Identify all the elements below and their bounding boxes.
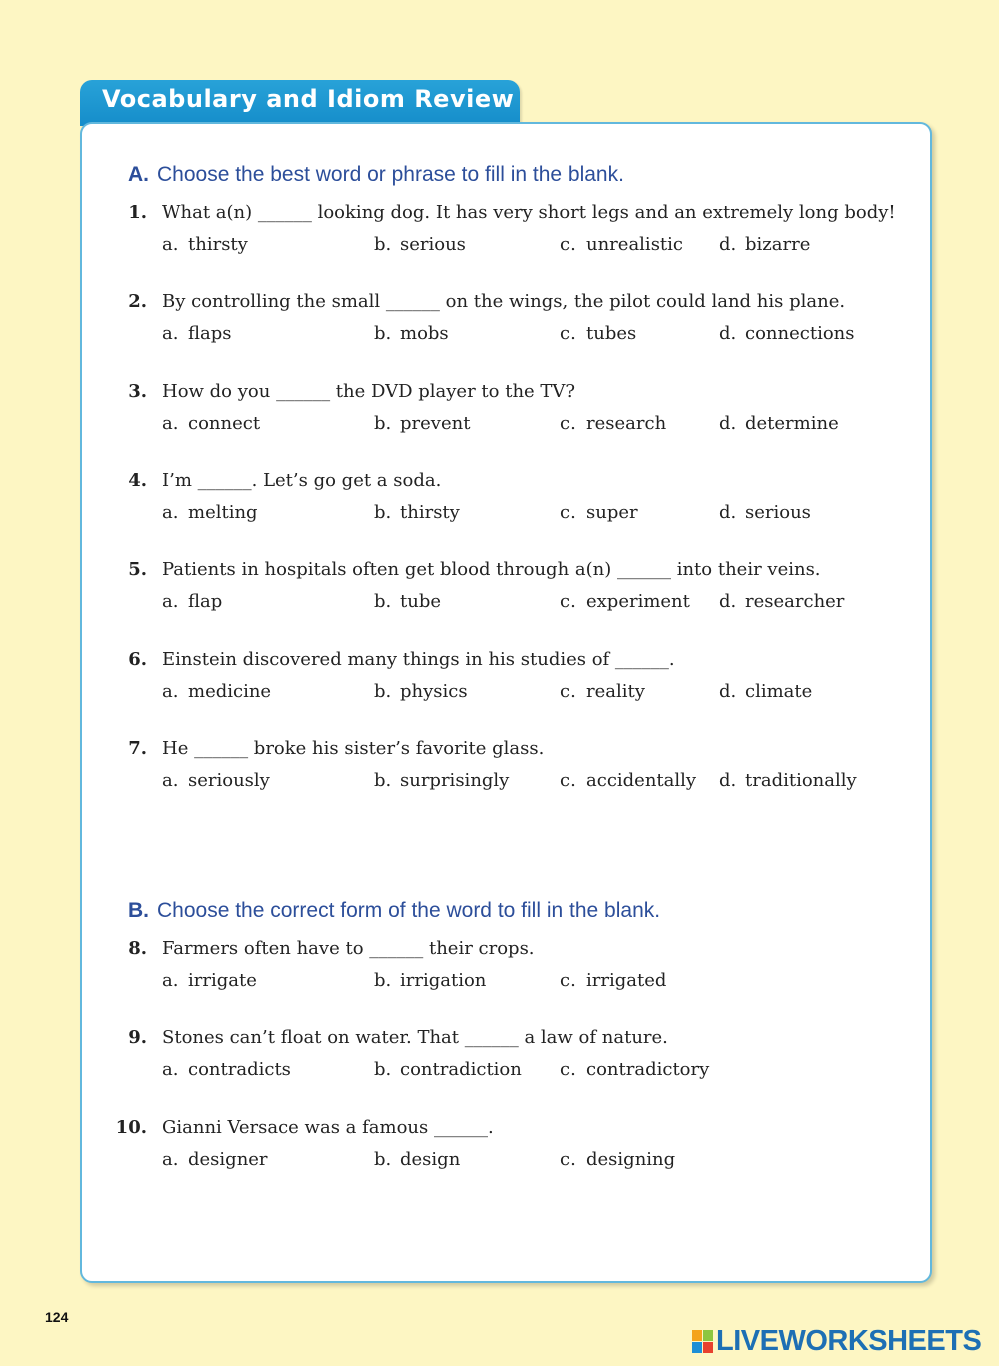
option-letter: a. [162, 680, 179, 702]
option-letter: a. [162, 234, 179, 255]
option-letter: c. [560, 680, 576, 702]
option-letter: c. [560, 1148, 576, 1170]
section-b-heading [128, 899, 660, 923]
question-stem: What a(n) ______ looking dog. It has very short legs and an extremely long body! [162, 202, 896, 223]
question-stem: Einstein discovered many things in his studies of ______. [162, 648, 675, 670]
option-text: climate [745, 680, 813, 702]
question-number: 2. [128, 291, 147, 313]
option-text: unrealistic [586, 234, 683, 255]
option-text: seriously [188, 769, 270, 791]
question-number: 1. [128, 202, 147, 223]
question-stem: How do you ______ the DVD player to the TV? [162, 380, 576, 402]
answer-option[interactable] [719, 234, 810, 255]
option-text: contradictory [586, 1059, 710, 1081]
option-text: researcher [745, 591, 845, 613]
option-text: irrigate [188, 970, 257, 991]
question-item [0, 1027, 999, 1097]
answer-option[interactable] [560, 1149, 675, 1170]
option-letter: c. [560, 591, 576, 613]
question-stem: Gianni Versace was a famous ______. [162, 1116, 494, 1138]
page-title: Vocabulary and Idiom Review [102, 85, 515, 113]
section-a-heading [128, 163, 624, 187]
option-text: research [586, 412, 667, 434]
option-letter: b. [374, 501, 392, 523]
option-letter: a. [162, 1059, 179, 1081]
option-letter: d. [719, 680, 737, 702]
section-b-instruction: Choose the correct form of the word to fill in the blank. [157, 899, 661, 922]
option-letter: b. [374, 970, 392, 991]
option-text: serious [400, 234, 466, 255]
answer-option[interactable] [374, 323, 449, 344]
answer-option[interactable] [560, 970, 666, 991]
answer-option[interactable] [162, 502, 258, 523]
answer-option[interactable] [560, 413, 666, 434]
answer-option[interactable] [719, 323, 855, 344]
question-item [0, 559, 999, 629]
option-letter: b. [374, 591, 392, 613]
question-number: 4. [128, 469, 147, 491]
question-stem: He ______ broke his sister’s favorite glass. [162, 737, 545, 759]
liveworksheets-logo-icon [692, 1330, 714, 1354]
answer-option[interactable] [374, 1059, 522, 1080]
answer-option[interactable] [162, 1149, 268, 1170]
answer-option[interactable] [374, 502, 460, 523]
question-stem: By controlling the small ______ on the wings, the pilot could land his plane. [162, 291, 846, 313]
option-letter: d. [719, 591, 737, 613]
question-stem: Patients in hospitals often get blood through a(n) ______ into their veins. [162, 559, 821, 581]
answer-option[interactable] [374, 1149, 460, 1170]
option-text: tubes [586, 323, 637, 345]
question-item [0, 202, 999, 272]
section-a-letter: A. [128, 163, 149, 186]
option-letter: a. [162, 970, 179, 991]
question-stem: Farmers often have to ______ their crops. [162, 938, 535, 959]
answer-option[interactable] [560, 323, 636, 344]
option-letter: b. [374, 680, 392, 702]
option-letter: b. [374, 1059, 392, 1081]
option-letter: a. [162, 323, 179, 345]
answer-option[interactable] [560, 502, 638, 523]
answer-option[interactable] [719, 770, 857, 791]
option-letter: b. [374, 1148, 392, 1170]
option-text: surprisingly [400, 769, 510, 791]
question-number: 5. [128, 559, 147, 581]
option-letter: d. [719, 501, 737, 523]
option-text: medicine [188, 680, 272, 702]
answer-option[interactable] [560, 1059, 709, 1080]
option-text: super [586, 501, 638, 523]
option-text: flap [188, 591, 223, 613]
option-letter: b. [374, 234, 392, 255]
answer-option[interactable] [162, 413, 260, 434]
option-letter: a. [162, 1148, 179, 1170]
option-text: mobs [400, 323, 449, 345]
option-text: design [400, 1148, 461, 1170]
answer-option[interactable] [162, 591, 222, 612]
option-letter: c. [560, 234, 576, 255]
option-letter: a. [162, 412, 179, 434]
answer-option[interactable] [719, 681, 812, 702]
question-number: 7. [128, 737, 147, 759]
option-text: irrigated [586, 970, 667, 991]
question-stem: Stones can’t float on water. That ______ a law of nature. [162, 1027, 668, 1049]
question-number: 6. [128, 648, 147, 670]
option-text: melting [188, 501, 258, 523]
option-letter: c. [560, 1059, 576, 1081]
option-letter: d. [719, 412, 737, 434]
question-number: 3. [128, 380, 147, 402]
question-item [0, 738, 999, 808]
option-text: designer [188, 1148, 268, 1170]
option-text: bizarre [745, 234, 811, 255]
option-text: designing [586, 1148, 676, 1170]
answer-option[interactable] [374, 234, 466, 255]
option-text: experiment [586, 591, 690, 613]
option-letter: c. [560, 769, 576, 791]
answer-option[interactable] [374, 681, 468, 702]
option-text: irrigation [400, 970, 487, 991]
answer-option[interactable] [162, 323, 232, 344]
option-letter: a. [162, 591, 179, 613]
question-item [0, 470, 999, 540]
option-text: traditionally [745, 769, 857, 791]
option-letter: c. [560, 501, 576, 523]
option-text: accidentally [586, 769, 697, 791]
option-letter: d. [719, 234, 737, 255]
answer-option[interactable] [719, 591, 844, 612]
option-letter: c. [560, 323, 576, 345]
option-text: contradicts [188, 1059, 291, 1081]
answer-option[interactable] [162, 681, 271, 702]
option-letter: c. [560, 970, 576, 991]
section-b-letter: B. [128, 899, 149, 922]
question-item [0, 1117, 999, 1187]
answer-option[interactable] [374, 770, 509, 791]
option-letter: c. [560, 412, 576, 434]
answer-option[interactable] [560, 770, 696, 791]
option-text: connections [745, 323, 855, 345]
option-letter: b. [374, 412, 392, 434]
option-text: thirsty [400, 501, 460, 523]
page-number: 124 [45, 1309, 69, 1325]
brand-name: LIVEWORKSHEETS [716, 1325, 982, 1357]
option-text: reality [586, 680, 645, 702]
answer-option[interactable] [560, 234, 683, 255]
option-text: thirsty [188, 234, 248, 255]
title-tab [80, 80, 520, 126]
answer-option[interactable] [560, 591, 690, 612]
question-item [0, 649, 999, 719]
option-letter: a. [162, 501, 179, 523]
question-item [0, 938, 999, 1008]
answer-option[interactable] [162, 770, 270, 791]
answer-option[interactable] [162, 1059, 291, 1080]
option-text: serious [745, 501, 811, 523]
option-text: physics [400, 680, 468, 702]
answer-option[interactable] [560, 681, 645, 702]
option-letter: a. [162, 769, 179, 791]
option-letter: b. [374, 769, 392, 791]
option-text: contradiction [400, 1059, 522, 1081]
question-item [0, 381, 999, 451]
option-letter: d. [719, 769, 737, 791]
option-letter: b. [374, 323, 392, 345]
question-number: 10. [115, 1116, 147, 1138]
answer-option[interactable] [162, 970, 257, 991]
option-text: determine [745, 412, 839, 434]
option-letter: d. [719, 323, 737, 345]
option-text: tube [400, 591, 442, 613]
section-a-instruction: Choose the best word or phrase to fill in the blank. [157, 163, 624, 186]
question-stem: I’m ______. Let’s go get a soda. [162, 469, 442, 491]
question-item [0, 291, 999, 361]
answer-option[interactable] [719, 413, 839, 434]
answer-option[interactable] [719, 502, 811, 523]
option-text: prevent [400, 412, 471, 434]
answer-option[interactable] [374, 970, 486, 991]
option-text: connect [188, 412, 261, 434]
answer-option[interactable] [374, 591, 441, 612]
answer-option[interactable] [374, 413, 470, 434]
question-number: 8. [128, 938, 147, 959]
question-number: 9. [128, 1027, 147, 1049]
option-text: flaps [188, 323, 232, 345]
answer-option[interactable] [162, 234, 248, 255]
